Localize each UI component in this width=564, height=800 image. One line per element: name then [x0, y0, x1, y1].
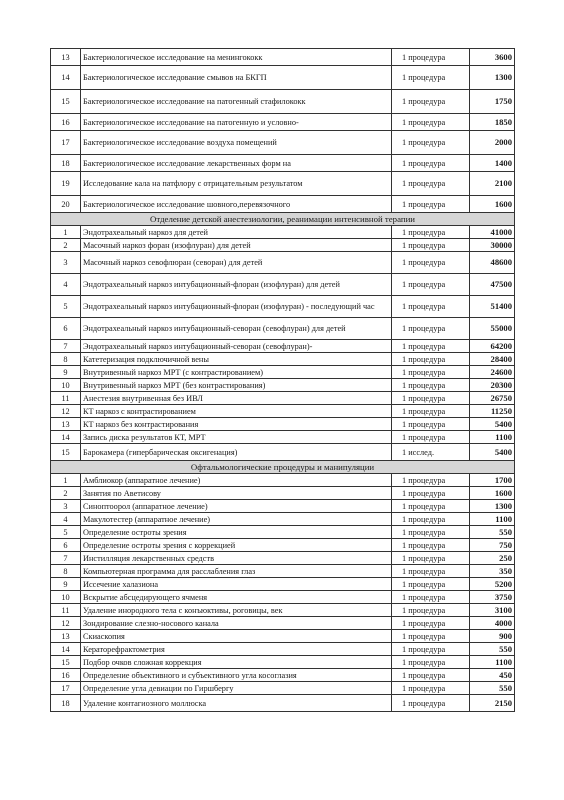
service-price: 5200: [470, 578, 515, 591]
table-row: [51, 444, 515, 461]
service-unit: 1 процедура: [392, 239, 470, 252]
service-name: Компьютерная программа для расслабления глаз: [81, 565, 392, 578]
table-row: [51, 669, 515, 682]
table-row: [51, 539, 515, 552]
service-price: 26750: [470, 392, 515, 405]
row-number: 15: [51, 656, 81, 669]
service-price: 550: [470, 643, 515, 656]
service-name: Масочный наркоз севофлюран (севоран) для детей: [81, 252, 392, 274]
service-price: 11250: [470, 405, 515, 418]
service-price: 1300: [470, 500, 515, 513]
service-unit: 1 процедура: [392, 66, 470, 90]
service-name: Определение остроты зрения: [81, 526, 392, 539]
service-name: Бактериологическое исследование на патогенную и условно-: [81, 114, 392, 131]
table-row: [51, 49, 515, 66]
service-price: 55000: [470, 318, 515, 340]
service-unit: 1 процедура: [392, 49, 470, 66]
service-price: 2150: [470, 695, 515, 712]
row-number: 16: [51, 114, 81, 131]
service-unit: 1 процедура: [392, 418, 470, 431]
table-row: [51, 172, 515, 196]
table-row: [51, 366, 515, 379]
table-row: [51, 252, 515, 274]
section-title: Офтальмологические процедуры и манипуляции: [51, 461, 515, 474]
service-unit: 1 процедура: [392, 539, 470, 552]
row-number: 15: [51, 90, 81, 114]
service-unit: 1 процедура: [392, 353, 470, 366]
service-name: Эндотрахеальный наркоз для детей: [81, 226, 392, 239]
service-unit: 1 процедура: [392, 318, 470, 340]
service-price: 1700: [470, 474, 515, 487]
service-name: Макулотестер (аппаратное лечение): [81, 513, 392, 526]
section-header-row: [51, 213, 515, 226]
table-row: [51, 114, 515, 131]
service-unit: 1 процедура: [392, 669, 470, 682]
table-row: [51, 274, 515, 296]
table-row: [51, 552, 515, 565]
service-unit: 1 процедура: [392, 172, 470, 196]
service-unit: 1 процедура: [392, 591, 470, 604]
service-unit: 1 процедура: [392, 296, 470, 318]
row-number: 4: [51, 274, 81, 296]
row-number: 1: [51, 226, 81, 239]
row-number: 18: [51, 695, 81, 712]
table-row: [51, 474, 515, 487]
service-price: 900: [470, 630, 515, 643]
service-unit: 1 процедура: [392, 695, 470, 712]
service-unit: 1 процедура: [392, 656, 470, 669]
price-table-body: [51, 49, 515, 712]
service-unit: 1 процедура: [392, 340, 470, 353]
row-number: 17: [51, 682, 81, 695]
service-price: 1600: [470, 196, 515, 213]
row-number: 2: [51, 239, 81, 252]
table-row: [51, 405, 515, 418]
row-number: 13: [51, 49, 81, 66]
row-number: 5: [51, 526, 81, 539]
row-number: 4: [51, 513, 81, 526]
table-row: [51, 340, 515, 353]
row-number: 7: [51, 552, 81, 565]
service-price: 1600: [470, 487, 515, 500]
service-unit: 1 процедура: [392, 366, 470, 379]
table-row: [51, 487, 515, 500]
row-number: 10: [51, 591, 81, 604]
service-name: Скиаскопия: [81, 630, 392, 643]
service-unit: 1 процедура: [392, 474, 470, 487]
service-name: Зондирование слезно-носового канала: [81, 617, 392, 630]
service-name: Бактериологическое исследование лекарственных форм на: [81, 155, 392, 172]
service-name: Эндотрахеальный наркоз интубационный-флоран (изофлуран) - последующий час: [81, 296, 392, 318]
row-number: 11: [51, 392, 81, 405]
row-number: 6: [51, 539, 81, 552]
table-row: [51, 526, 515, 539]
row-number: 8: [51, 353, 81, 366]
table-row: [51, 379, 515, 392]
table-row: [51, 131, 515, 155]
table-row: [51, 239, 515, 252]
service-unit: 1 процедура: [392, 578, 470, 591]
service-name: Инстилляция лекарственных средств: [81, 552, 392, 565]
service-price: 1850: [470, 114, 515, 131]
table-row: [51, 500, 515, 513]
row-number: 9: [51, 578, 81, 591]
service-price: 2000: [470, 131, 515, 155]
service-name: Бактериологическое исследование смывов на БКГП: [81, 66, 392, 90]
service-unit: 1 процедура: [392, 565, 470, 578]
service-price: 750: [470, 539, 515, 552]
price-table: [50, 48, 515, 712]
service-price: 28400: [470, 353, 515, 366]
service-price: 41000: [470, 226, 515, 239]
service-unit: 1 процедура: [392, 682, 470, 695]
service-name: Амблиокор (аппаратное лечение): [81, 474, 392, 487]
service-price: 64200: [470, 340, 515, 353]
service-unit: 1 процедура: [392, 630, 470, 643]
service-name: Катетеризация подключичной вены: [81, 353, 392, 366]
service-name: Анестезия внутривенная без ИВЛ: [81, 392, 392, 405]
service-unit: 1 процедура: [392, 617, 470, 630]
service-price: 550: [470, 526, 515, 539]
service-price: 24600: [470, 366, 515, 379]
table-row: [51, 604, 515, 617]
service-unit: 1 процедура: [392, 500, 470, 513]
service-name: Синоптоорол (аппаратное лечение): [81, 500, 392, 513]
service-name: Удаление инородного тела с конъюктивы, роговицы, век: [81, 604, 392, 617]
row-number: 12: [51, 405, 81, 418]
service-price: 350: [470, 565, 515, 578]
service-name: Подбор очков сложная коррекция: [81, 656, 392, 669]
section-header-row: [51, 461, 515, 474]
table-row: [51, 431, 515, 444]
row-number: 14: [51, 431, 81, 444]
table-row: [51, 318, 515, 340]
service-unit: 1 процедура: [392, 526, 470, 539]
row-number: 9: [51, 366, 81, 379]
row-number: 3: [51, 252, 81, 274]
table-row: [51, 196, 515, 213]
service-unit: 1 процедура: [392, 274, 470, 296]
service-name: Барокамера (гипербарическая оксигенация): [81, 444, 392, 461]
table-row: [51, 155, 515, 172]
table-row: [51, 617, 515, 630]
row-number: 14: [51, 643, 81, 656]
service-price: 5400: [470, 418, 515, 431]
service-price: 1750: [470, 90, 515, 114]
service-price: 3750: [470, 591, 515, 604]
service-unit: 1 процедура: [392, 196, 470, 213]
service-name: Запись диска результатов КТ, МРТ: [81, 431, 392, 444]
service-name: Бактериологическое исследование на менингококк: [81, 49, 392, 66]
service-unit: 1 процедура: [392, 131, 470, 155]
service-name: Определение остроты зрения с коррекцией: [81, 539, 392, 552]
service-name: Занятия по Аветисову: [81, 487, 392, 500]
section-title: Отделение детской анестезиологии, реанимации интенсивной терапии: [51, 213, 515, 226]
row-number: 13: [51, 630, 81, 643]
service-unit: 1 процедура: [392, 643, 470, 656]
service-price: 51400: [470, 296, 515, 318]
table-row: [51, 226, 515, 239]
service-price: 1100: [470, 513, 515, 526]
service-name: Определение угла девиации по Гиршбергу: [81, 682, 392, 695]
service-price: 4000: [470, 617, 515, 630]
service-price: 5400: [470, 444, 515, 461]
table-row: [51, 296, 515, 318]
table-row: [51, 630, 515, 643]
service-name: Вскрытие абсцедирующего ячменя: [81, 591, 392, 604]
service-price: 2100: [470, 172, 515, 196]
service-unit: 1 процедура: [392, 226, 470, 239]
table-row: [51, 418, 515, 431]
service-name: Иссечение халазиона: [81, 578, 392, 591]
service-unit: 1 процедура: [392, 379, 470, 392]
row-number: 16: [51, 669, 81, 682]
row-number: 6: [51, 318, 81, 340]
table-row: [51, 643, 515, 656]
row-number: 2: [51, 487, 81, 500]
row-number: 17: [51, 131, 81, 155]
table-row: [51, 90, 515, 114]
row-number: 20: [51, 196, 81, 213]
service-unit: 1 процедура: [392, 431, 470, 444]
service-name: Масочный наркоз форан (изофлуран) для детей: [81, 239, 392, 252]
service-price: 30000: [470, 239, 515, 252]
row-number: 11: [51, 604, 81, 617]
service-price: 1100: [470, 431, 515, 444]
service-name: Эндотрахеальный наркоз интубационный-севоран (севофлуран)-: [81, 340, 392, 353]
service-name: Исследование кала на патфлору с отрицательным результатом: [81, 172, 392, 196]
service-price: 1400: [470, 155, 515, 172]
row-number: 10: [51, 379, 81, 392]
service-price: 550: [470, 682, 515, 695]
row-number: 8: [51, 565, 81, 578]
service-name: Внутривенный наркоз МРТ (с контрастированием): [81, 366, 392, 379]
service-unit: 1 процедура: [392, 513, 470, 526]
service-name: Бактериологическое исследование на патогенный стафилококк: [81, 90, 392, 114]
service-unit: 1 процедура: [392, 114, 470, 131]
row-number: 19: [51, 172, 81, 196]
service-name: Эндотрахеальный наркоз интубационный-флоран (изофлуран) для детей: [81, 274, 392, 296]
service-name: Внутривенный наркоз МРТ (без контрастирования): [81, 379, 392, 392]
service-name: Бактериологическое исследование шовного,перевязочного: [81, 196, 392, 213]
price-list-page: [50, 48, 514, 712]
table-row: [51, 578, 515, 591]
table-row: [51, 513, 515, 526]
row-number: 5: [51, 296, 81, 318]
service-name: Эндотрахеальный наркоз интубационный-севоран (севофлуран) для детей: [81, 318, 392, 340]
table-row: [51, 392, 515, 405]
service-unit: 1 процедура: [392, 252, 470, 274]
service-name: Удаление контагиозного моллюска: [81, 695, 392, 712]
table-row: [51, 66, 515, 90]
service-name: Определение объективного и субъективного угла косоглазия: [81, 669, 392, 682]
service-name: Бактериологическое исследование воздуха помещений: [81, 131, 392, 155]
service-unit: 1 исслед.: [392, 444, 470, 461]
table-row: [51, 695, 515, 712]
service-price: 250: [470, 552, 515, 565]
row-number: 3: [51, 500, 81, 513]
table-row: [51, 656, 515, 669]
table-row: [51, 682, 515, 695]
service-unit: 1 процедура: [392, 487, 470, 500]
service-price: 47500: [470, 274, 515, 296]
row-number: 18: [51, 155, 81, 172]
service-name: КТ наркоз без контрастирования: [81, 418, 392, 431]
service-unit: 1 процедура: [392, 604, 470, 617]
service-name: Кераторефрактометрия: [81, 643, 392, 656]
service-price: 48600: [470, 252, 515, 274]
service-price: 3100: [470, 604, 515, 617]
service-price: 20300: [470, 379, 515, 392]
service-price: 3600: [470, 49, 515, 66]
table-row: [51, 591, 515, 604]
row-number: 1: [51, 474, 81, 487]
row-number: 12: [51, 617, 81, 630]
table-row: [51, 565, 515, 578]
service-unit: 1 процедура: [392, 552, 470, 565]
row-number: 7: [51, 340, 81, 353]
service-unit: 1 процедура: [392, 392, 470, 405]
service-unit: 1 процедура: [392, 155, 470, 172]
table-row: [51, 353, 515, 366]
service-name: КТ наркоз с контрастированием: [81, 405, 392, 418]
row-number: 14: [51, 66, 81, 90]
service-unit: 1 процедура: [392, 90, 470, 114]
service-price: 1300: [470, 66, 515, 90]
service-price: 450: [470, 669, 515, 682]
row-number: 15: [51, 444, 81, 461]
service-unit: 1 процедура: [392, 405, 470, 418]
service-price: 1100: [470, 656, 515, 669]
row-number: 13: [51, 418, 81, 431]
